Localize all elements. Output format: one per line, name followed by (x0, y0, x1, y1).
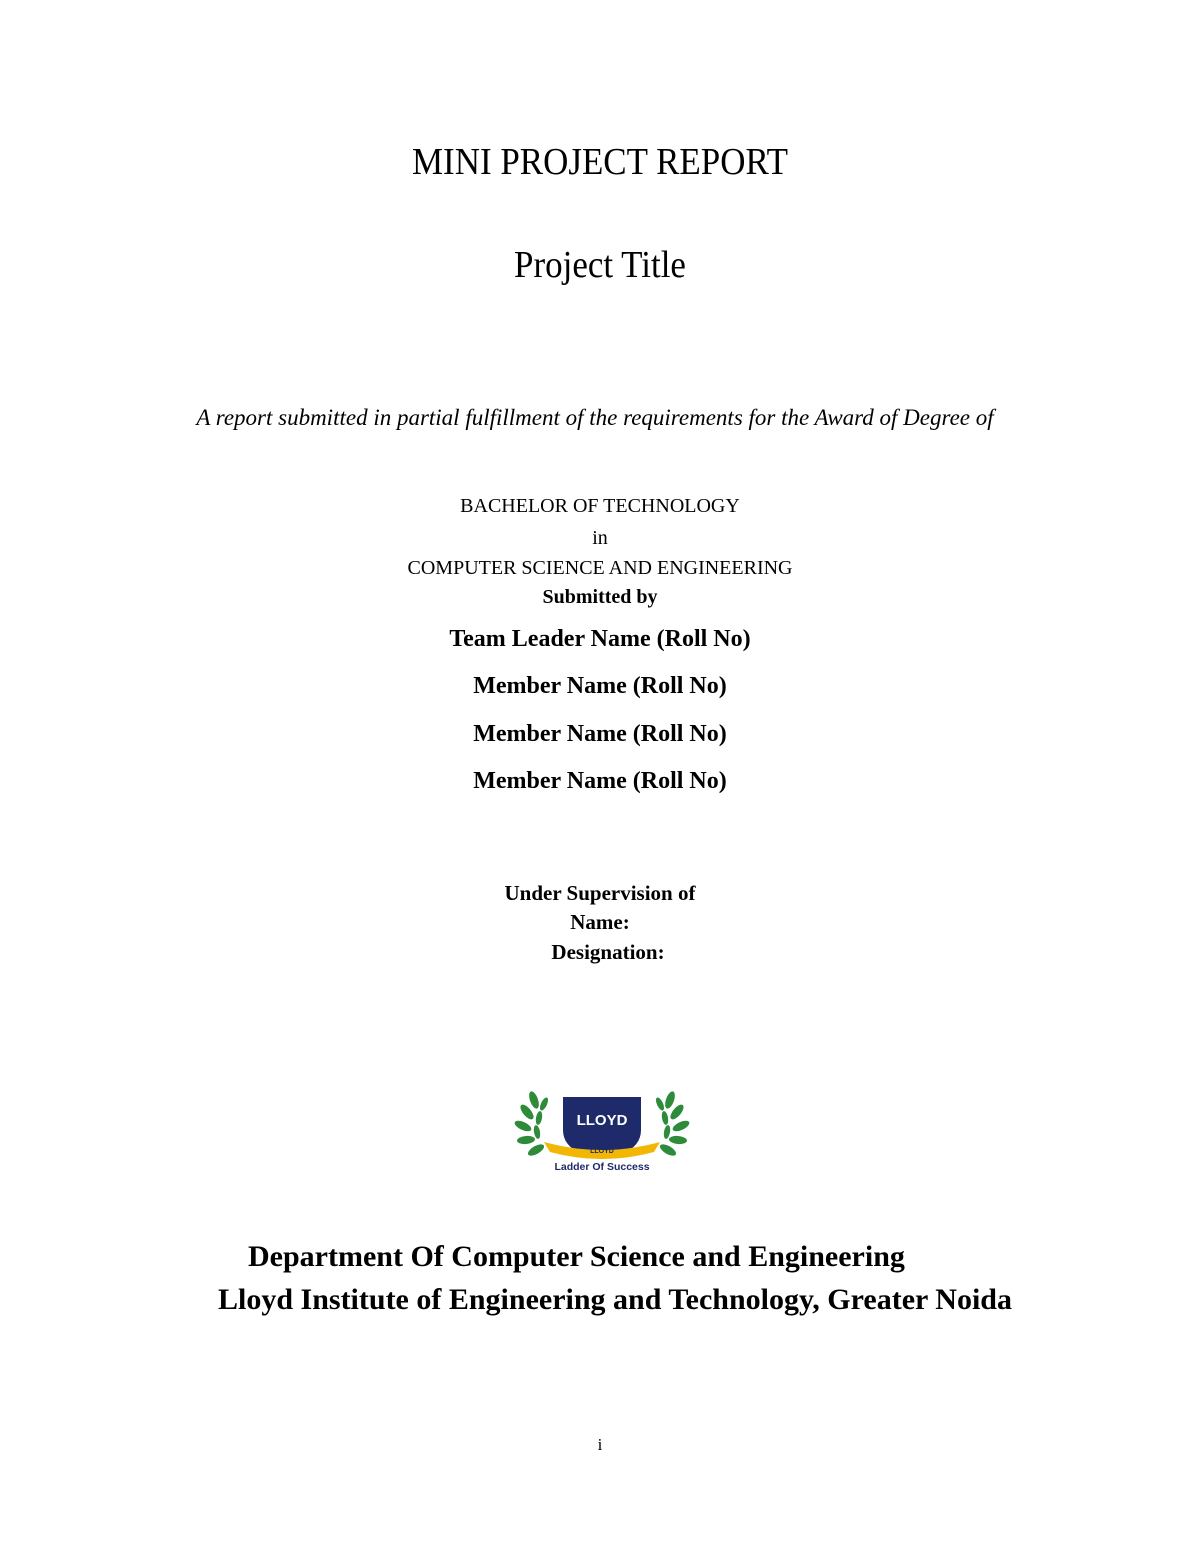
logo-text: LLOYD (576, 1112, 628, 1129)
page-number: i (597, 1435, 603, 1454)
supervision-heading: Under Supervision of (504, 881, 696, 905)
submitted-by-label: Submitted by (542, 586, 658, 608)
department-name: Department Of Computer Science and Engineering (248, 1240, 905, 1273)
lloyd-logo (514, 1086, 690, 1176)
team-member: Member Name (Roll No) (473, 768, 727, 794)
institute-name: Lloyd Institute of Engineering and Technology, Greater Noida (218, 1283, 1012, 1316)
submission-statement: A report submitted in partial fulfillment of the requirements for the Award of Degree of (196, 405, 994, 430)
team-member: Member Name (Roll No) (473, 721, 727, 747)
supervisor-name-label: Name: (570, 910, 630, 934)
report-heading: MINI PROJECT REPORT (411, 141, 789, 183)
team-leader: Team Leader Name (Roll No) (449, 626, 751, 652)
degree-connector: in (592, 527, 608, 549)
branch-name: COMPUTER SCIENCE AND ENGINEERING (407, 557, 793, 579)
right-laurel-icon (654, 1090, 690, 1158)
supervisor-designation-label: Designation: (551, 940, 665, 964)
logo-subtext: LLOYD (590, 1148, 614, 1155)
left-laurel-icon (514, 1090, 550, 1158)
degree-name: BACHELOR OF TECHNOLOGY (460, 495, 740, 517)
project-title: Project Title (514, 244, 686, 286)
logo-tagline: Ladder Of Success (554, 1161, 650, 1173)
team-member: Member Name (Roll No) (473, 673, 727, 699)
